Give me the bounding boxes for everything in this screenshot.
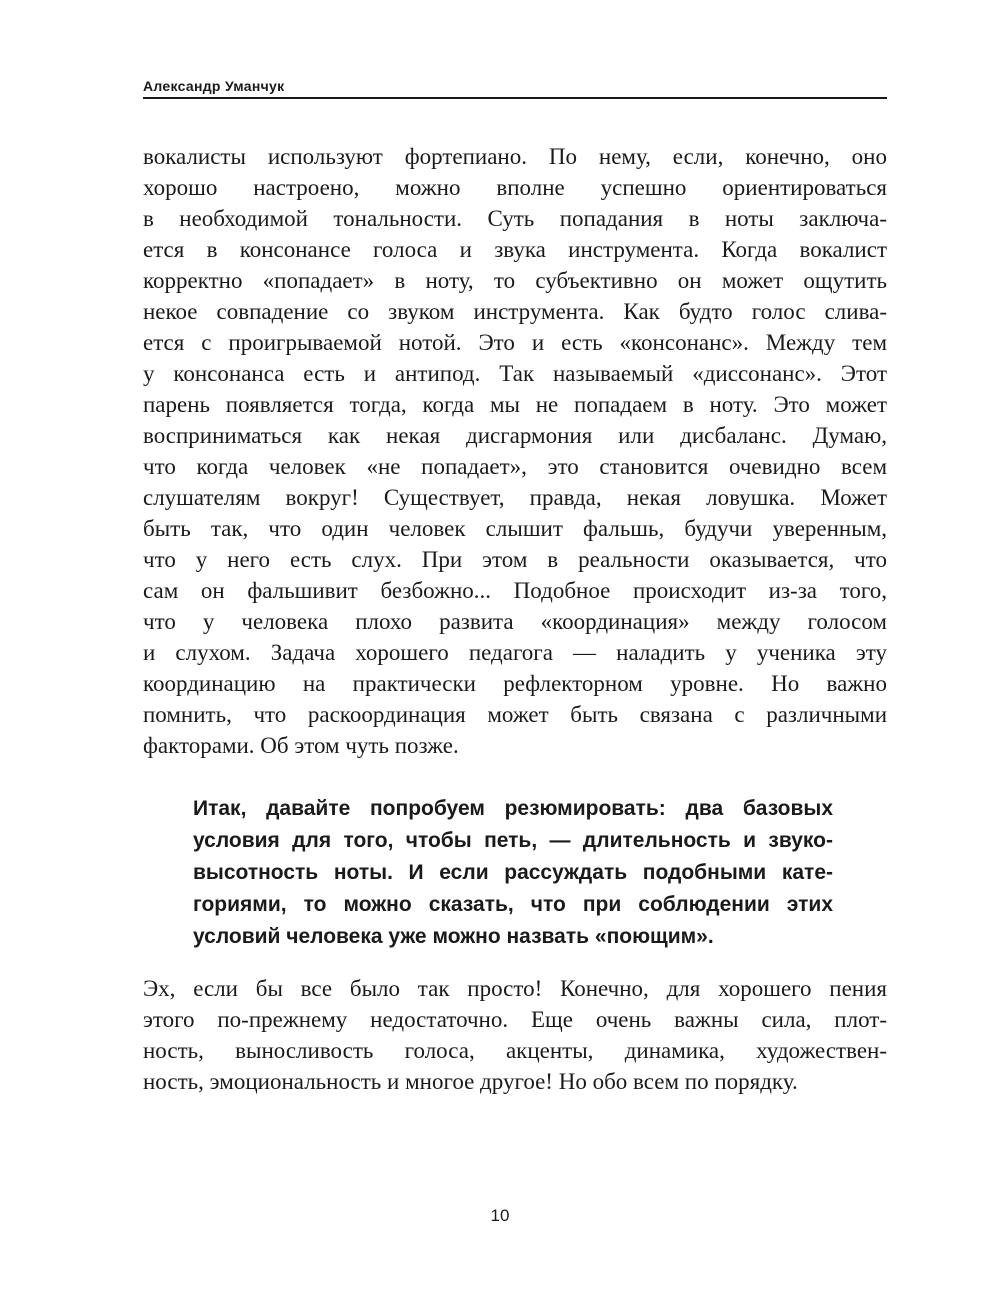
text-line: некое совпадение со звуком инструмента. Как будто голос слива- <box>143 299 887 324</box>
text-line: ется с проигрываемой нотой. Это и есть «консонанс». Между тем <box>143 330 887 355</box>
callout-line: условий человека уже можно назвать «поющим». <box>193 925 714 948</box>
callout-summary <box>193 793 833 953</box>
text-line: у консонанса есть и антипод. Так называемый «диссонанс». Этот <box>143 361 887 386</box>
text-line: что у него есть слух. При этом в реальности оказывается, что <box>143 547 887 572</box>
text-line: ность, выносливость голоса, акценты, динамика, художествен- <box>143 1038 887 1063</box>
text-line: корректно «попадает» в ноту, то субъективно он может ощутить <box>143 268 887 293</box>
text-line: вокалисты используют фортепиано. По нему, если, конечно, оно <box>143 144 887 169</box>
text-line: быть так, что один человек слышит фальшь, будучи уверенным, <box>143 516 887 541</box>
text-line: в необходимой тональности. Суть попадания в ноты заключа- <box>143 206 887 231</box>
body-paragraph-1 <box>143 141 887 761</box>
text-line: и слухом. Задача хорошего педагога — наладить у ученика эту <box>143 640 887 665</box>
text-line: сам он фальшивит безбожно... Подобное происходит из-за того, <box>143 578 887 603</box>
callout-line: Итак, давайте попробуем резюмировать: два базовых <box>193 797 833 820</box>
text-line: ность, эмоциональность и многое другое! Но обо всем по порядку. <box>143 1069 798 1094</box>
text-line: что когда человек «не попадает», это становится очевидно всем <box>143 454 887 479</box>
text-line: этого по-прежнему недостаточно. Еще очень важны сила, плот- <box>143 1007 887 1032</box>
text-line: парень появляется тогда, когда мы не попадаем в ноту. Это может <box>143 392 887 417</box>
text-line: Эх, если бы все было так просто! Конечно, для хорошего пения <box>143 976 887 1001</box>
text-line: ется в консонансе голоса и звука инструмента. Когда вокалист <box>143 237 887 262</box>
text-line: что у человека плохо развита «координация» между голосом <box>143 609 887 634</box>
text-line: факторами. Об этом чуть позже. <box>143 733 459 758</box>
body-paragraph-2 <box>143 973 887 1097</box>
text-line: координацию на практически рефлекторном уровне. Но важно <box>143 671 887 696</box>
text-line: слушателям вокруг! Существует, правда, некая ловушка. Может <box>143 485 887 510</box>
callout-line: условия для того, чтобы петь, — длительность и звуко- <box>193 829 833 852</box>
callout-line: высотность ноты. И если рассуждать подобными кате- <box>193 861 833 884</box>
page-number: 10 <box>490 1206 510 1225</box>
header-rule <box>143 97 887 99</box>
running-head-author: Александр Уманчук <box>143 78 285 94</box>
text-line: восприниматься как некая дисгармония или дисбаланс. Думаю, <box>143 423 887 448</box>
text-line: помнить, что раскоординация может быть связана с различными <box>143 702 887 727</box>
text-line: хорошо настроено, можно вполне успешно ориентироваться <box>143 175 887 200</box>
callout-line: гориями, то можно сказать, что при соблюдении этих <box>193 893 833 916</box>
